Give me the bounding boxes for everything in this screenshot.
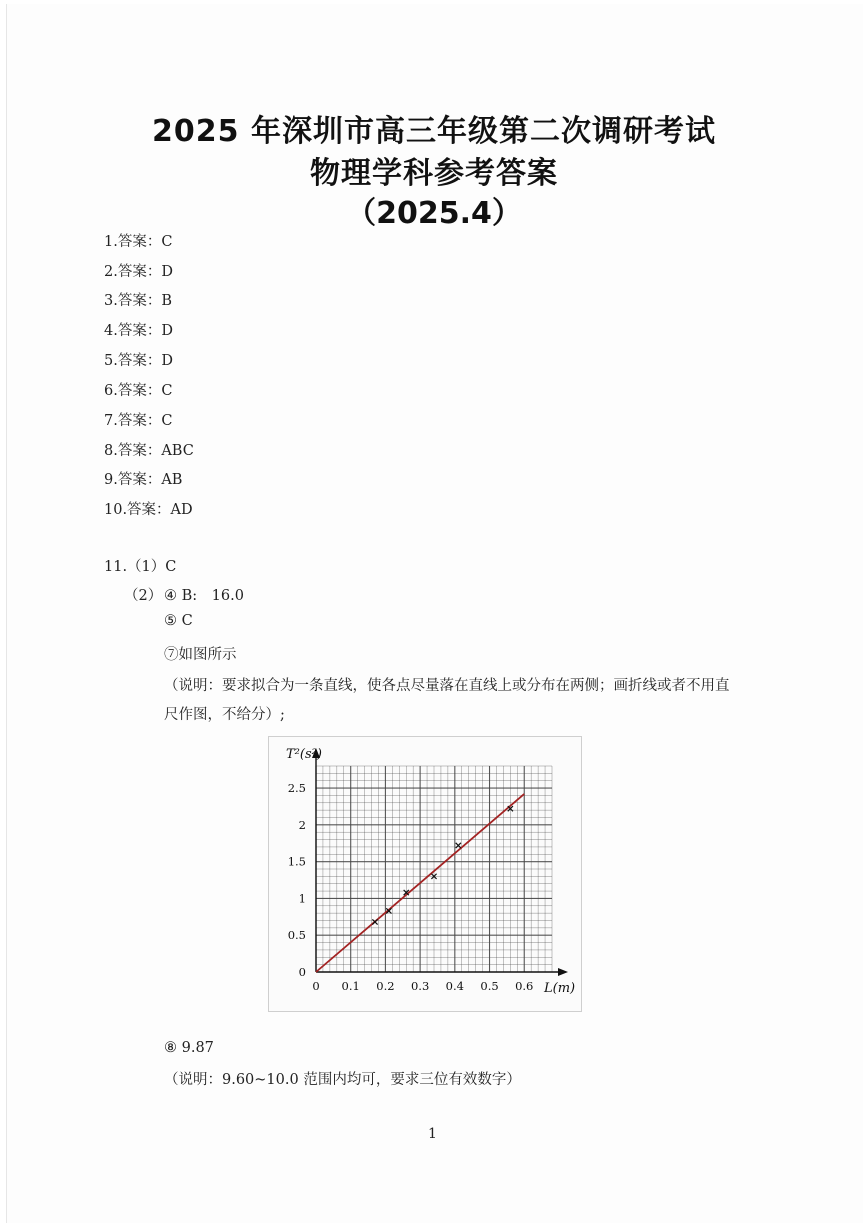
answer-3: 3.答案：B xyxy=(104,293,172,309)
q11-note1-line2: 尺作图，不给分）; xyxy=(164,707,285,723)
q11-part2-prefix: （2） xyxy=(124,588,163,604)
q11-item8: ⑧ 9.87 xyxy=(164,1040,214,1056)
x-tick-label: 0.2 xyxy=(376,979,395,993)
q11-note2: （说明：9.60~10.0 范围内均可，要求三位有效数字） xyxy=(164,1072,521,1088)
y-axis-label: T²(s²) xyxy=(286,747,322,762)
answer-6: 6.答案：C xyxy=(104,383,173,399)
x-tick-label: 0.3 xyxy=(410,979,430,993)
y-tick-label: 0.5 xyxy=(287,928,306,943)
q11-item4: ④ B: 16.0 xyxy=(164,588,244,604)
x-tick-label: 0.6 xyxy=(515,979,534,993)
q11-item5: ⑤ C xyxy=(164,613,193,629)
answer-9: 9.答案：AB xyxy=(104,472,183,488)
page-date: （2025.4） xyxy=(346,196,522,231)
q11-item7: ⑦如图所示 xyxy=(164,647,237,663)
y-tick-label: 2 xyxy=(298,817,306,832)
answer-10: 10.答案：AD xyxy=(104,502,193,518)
answer-2: 2.答案：D xyxy=(104,264,173,280)
answer-7: 7.答案：C xyxy=(104,413,173,429)
answer-1: 1.答案：C xyxy=(104,234,173,250)
answer-4: 4.答案：D xyxy=(104,323,173,339)
page-number: 1 xyxy=(428,1126,437,1142)
page-subtitle: 物理学科参考答案 xyxy=(310,156,558,191)
answer-8: 8.答案：ABC xyxy=(104,443,194,459)
x-tick-label: 0.4 xyxy=(445,979,464,993)
x-axis-label: L(m) xyxy=(544,981,576,996)
y-tick-label: 1 xyxy=(298,891,306,906)
q11-note1-line1: （说明：要求拟合为一条直线，使各点尽量落在直线上或分布在两侧；画折线或者不用直 xyxy=(164,678,730,694)
y-tick-label: 2.5 xyxy=(287,781,306,796)
x-tick-label: 0 xyxy=(312,979,320,993)
x-tick-label: 0.5 xyxy=(480,979,499,993)
answer-5: 5.答案：D xyxy=(104,353,173,369)
x-tick-label: 0.1 xyxy=(341,979,360,993)
y-tick-label: 0 xyxy=(298,965,306,979)
y-tick-label: 1.5 xyxy=(287,854,306,869)
t2-vs-l-graph xyxy=(268,736,582,1012)
page-title: 2025 年深圳市高三年级第二次调研考试 xyxy=(152,114,716,149)
q11-part1: 11.（1）C xyxy=(104,559,177,575)
